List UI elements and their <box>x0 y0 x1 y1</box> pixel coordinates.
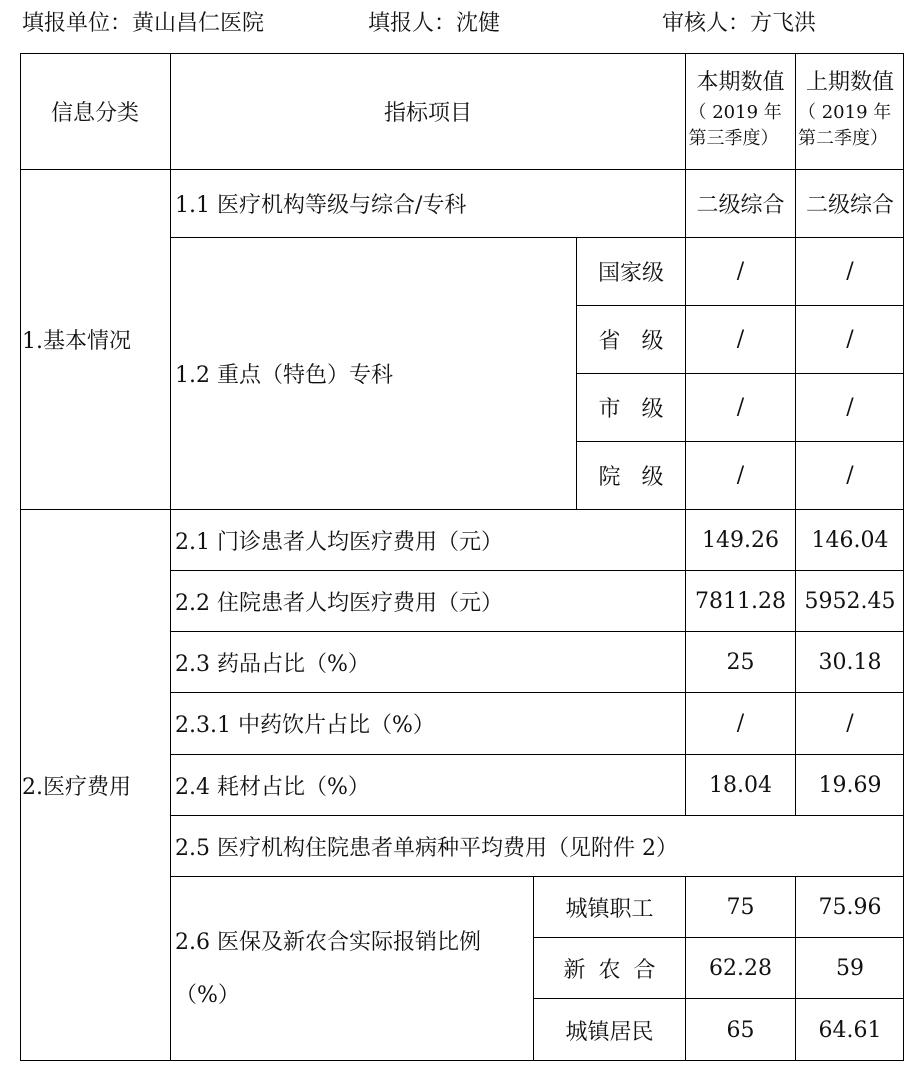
reviewer <box>662 6 816 37</box>
cost-row-label: 2.2 住院患者人均医疗费用（元） <box>175 590 503 616</box>
row-2-6-label <box>171 877 533 1061</box>
previous-title: 上期数值 <box>805 70 894 96</box>
level-current: / <box>736 463 745 488</box>
insurance-current: 62.28 <box>709 955 772 981</box>
reviewer-value: 方飞洪 <box>750 11 817 36</box>
insurance-type: 城镇职工 <box>565 896 654 922</box>
level-current: / <box>736 327 745 352</box>
row-2-6-label-line2: （%） <box>175 983 240 1008</box>
cost-row-previous: 19.69 <box>818 772 882 798</box>
insurance-previous: 64.61 <box>818 1017 882 1043</box>
reporting-unit <box>22 6 264 37</box>
level-name: 院 级 <box>598 465 664 490</box>
section-basic-info: 1.基本情况 <box>22 329 131 354</box>
previous-period-year: （ 2019 年 <box>798 101 892 123</box>
level-previous: / <box>846 327 854 352</box>
cost-row-label: 2.1 门诊患者人均医疗费用（元） <box>175 529 503 555</box>
cost-row-previous: 146.04 <box>811 527 889 553</box>
cost-row-previous: / <box>846 711 854 736</box>
level-name: 省 级 <box>598 329 664 354</box>
level-name: 市 级 <box>598 397 664 422</box>
filler-value: 沈健 <box>456 11 501 36</box>
cost-row-previous: 30.18 <box>818 649 882 675</box>
cost-row-current: 18.04 <box>709 772 772 798</box>
reporting-unit-value: 黄山昌仁医院 <box>132 11 265 36</box>
column-header-category: 信息分类 <box>50 100 139 126</box>
current-period-quarter: 第三季度） <box>688 127 779 149</box>
cost-row-previous: 5952.45 <box>804 588 896 614</box>
level-previous: / <box>846 395 854 420</box>
insurance-type: 新 农 合 <box>563 957 656 983</box>
cost-row-current: 149.26 <box>702 527 779 553</box>
cost-row-current: 7811.28 <box>695 588 786 614</box>
filler <box>368 6 500 37</box>
insurance-current: 75 <box>726 894 755 920</box>
reporting-unit-label: 填报单位： <box>22 11 133 36</box>
cost-row-current: / <box>736 711 745 736</box>
current-period-year: （ 2019 年 <box>688 101 782 123</box>
row-1-1-label: 1.1 医疗机构等级与综合/专科 <box>175 193 467 218</box>
row-2-5-label: 2.5 医疗机构住院患者单病种平均费用（见附件 2） <box>175 835 678 861</box>
column-header-current <box>686 53 795 169</box>
cost-row-label: 2.4 耗材占比（%） <box>175 774 370 800</box>
cost-row-label: 2.3 药品占比（%） <box>175 651 370 677</box>
level-current: / <box>736 395 745 420</box>
cost-row-label: 2.3.1 中药饮片占比（%） <box>175 713 435 738</box>
current-title: 本期数值 <box>696 70 785 96</box>
row-1-1-current: 二级综合 <box>696 193 785 218</box>
column-header-previous <box>796 53 904 169</box>
insurance-current: 65 <box>726 1017 755 1043</box>
level-name: 国家级 <box>597 261 664 286</box>
reviewer-label: 审核人： <box>662 11 751 36</box>
cost-row-current: 25 <box>726 649 755 675</box>
column-header-indicator: 指标项目 <box>383 100 472 126</box>
row-2-6-label-line1: 2.6 医保及新农合实际报销比例 <box>175 929 481 955</box>
insurance-previous: 75.96 <box>818 894 882 920</box>
previous-period-quarter: 第二季度） <box>798 127 888 149</box>
level-current: / <box>736 259 745 284</box>
insurance-previous: 59 <box>836 955 864 981</box>
filler-label: 填报人： <box>368 11 457 36</box>
row-1-1-previous: 二级综合 <box>805 193 894 218</box>
level-previous: / <box>846 259 854 284</box>
section-medical-costs: 2.医疗费用 <box>22 775 131 800</box>
row-1-2-label: 1.2 重点（特色）专科 <box>175 363 393 388</box>
level-previous: / <box>846 463 854 488</box>
insurance-type: 城镇居民 <box>565 1019 654 1045</box>
